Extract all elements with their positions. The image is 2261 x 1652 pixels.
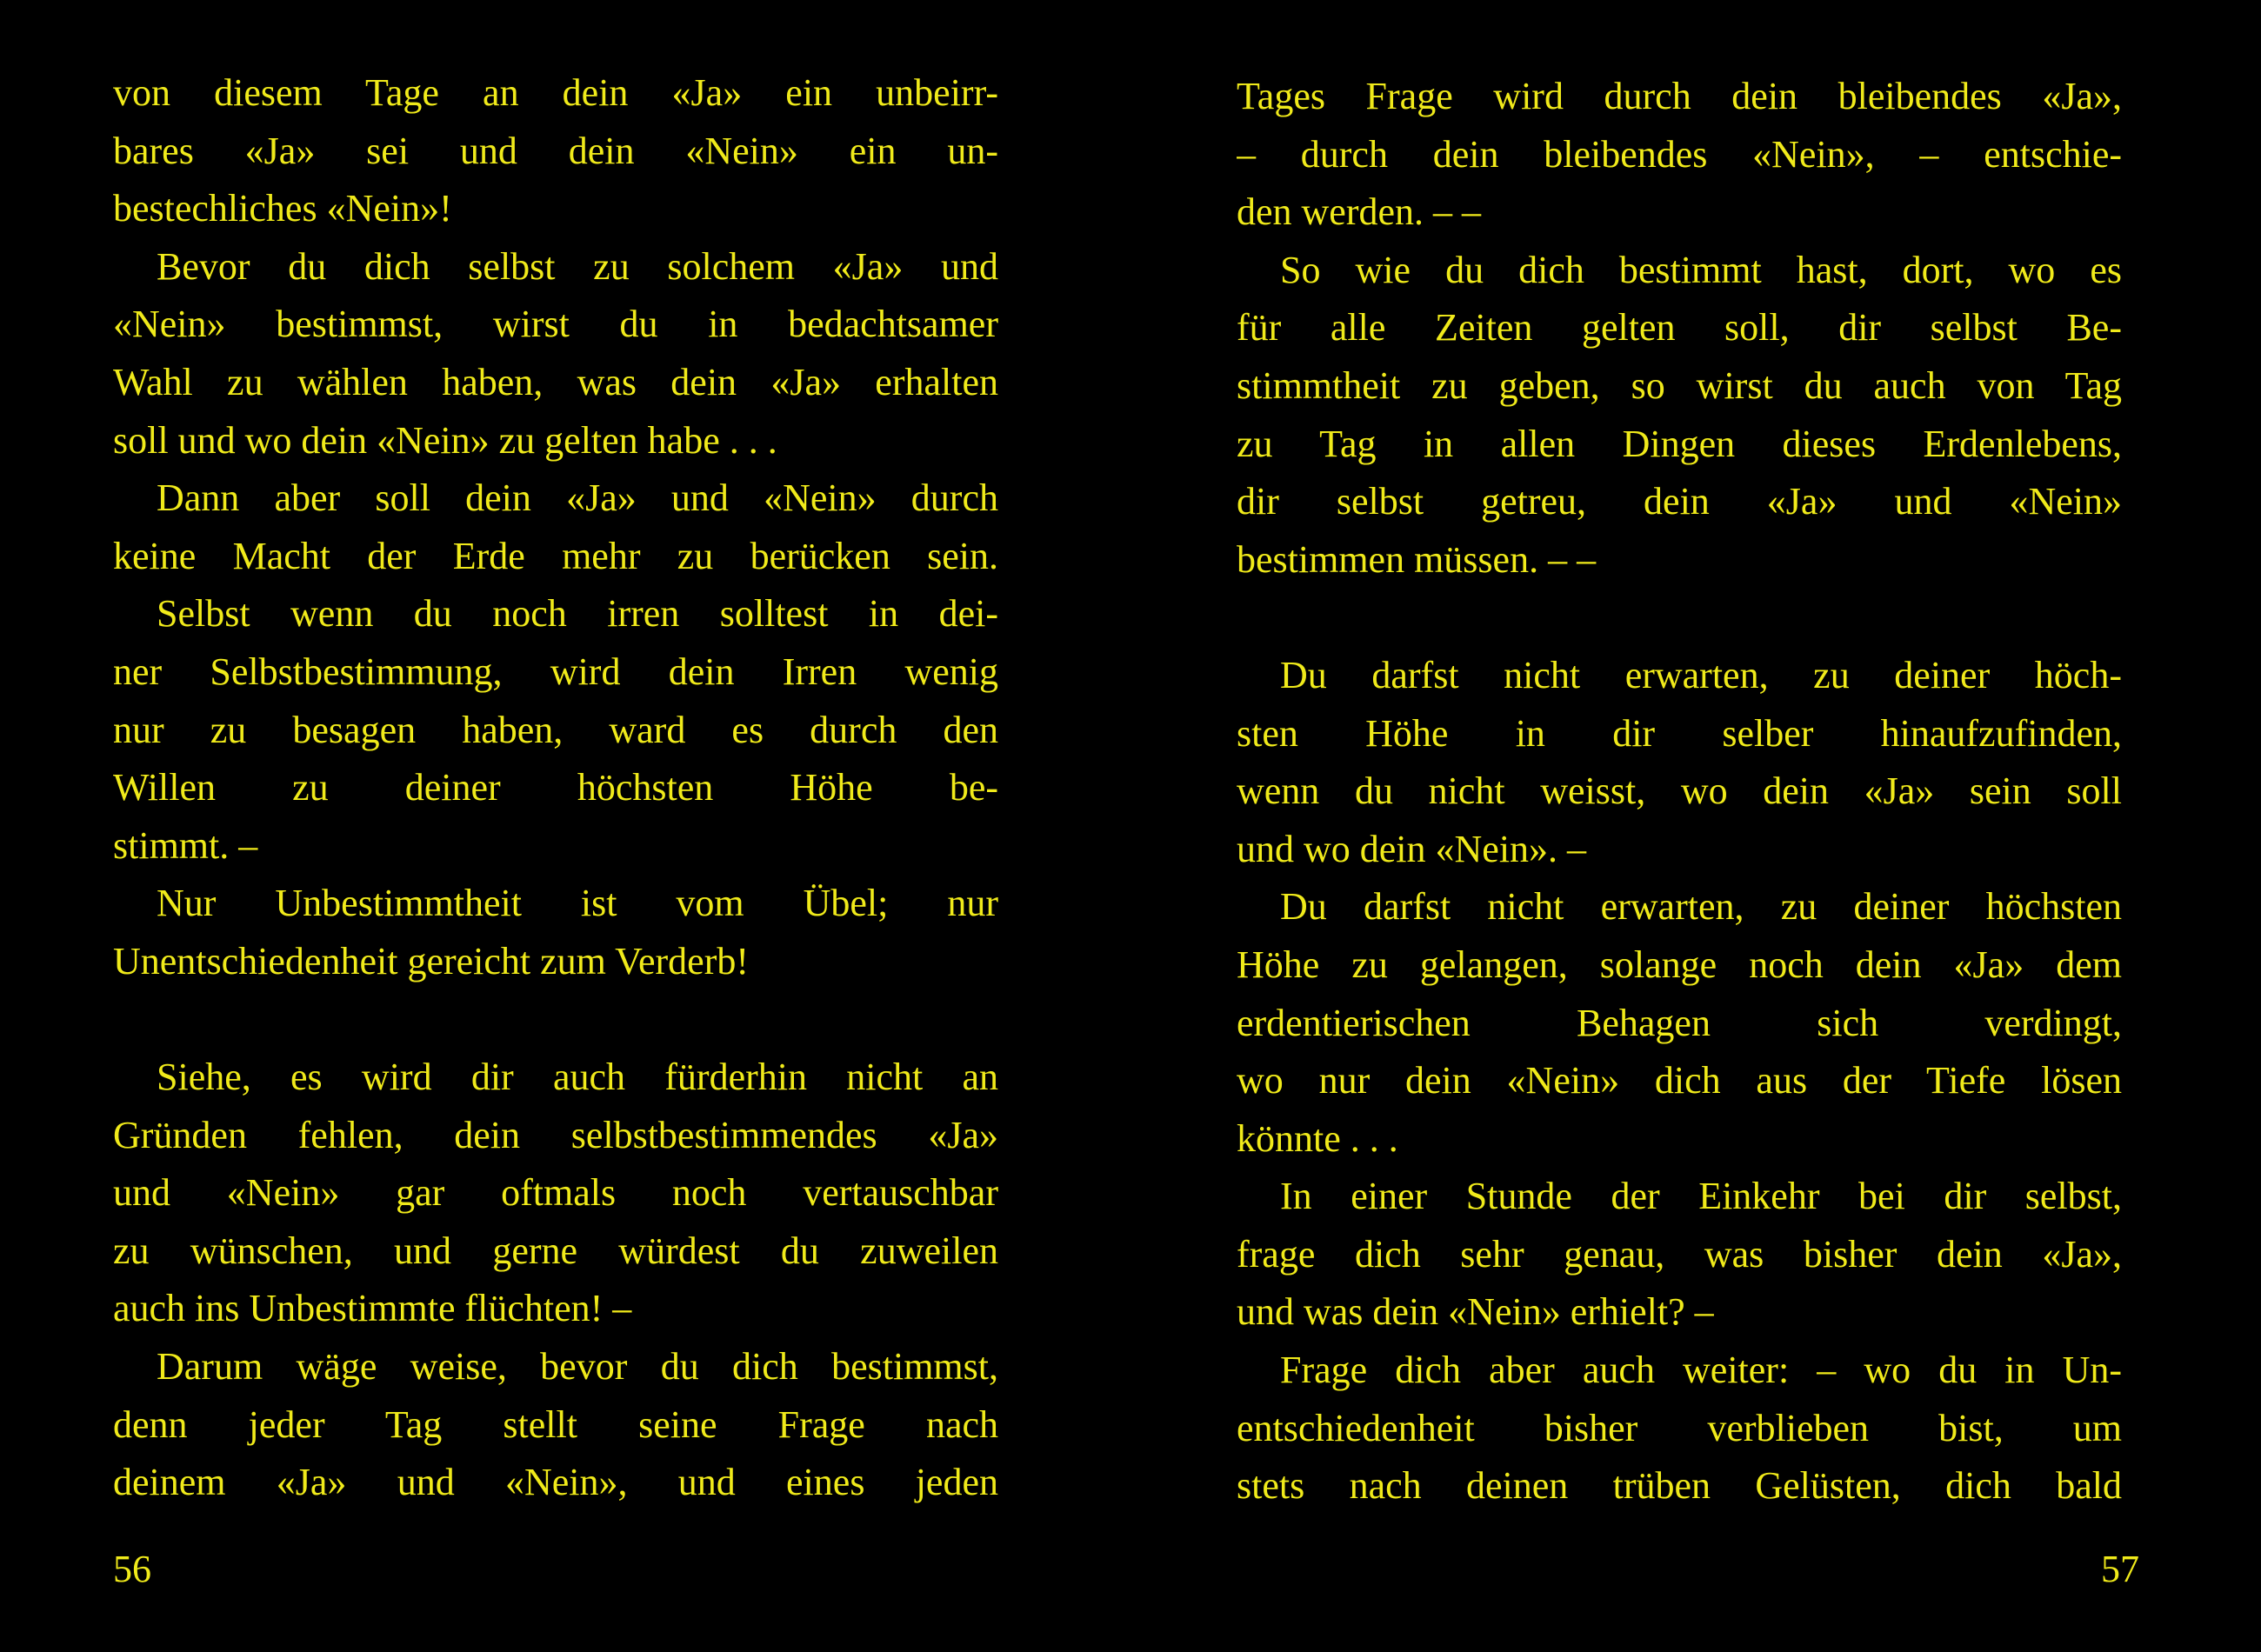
text-line: bestechliches «Nein»! [113, 187, 452, 230]
text-line: soll und wo dein «Nein» zu gelten habe . . . [113, 418, 777, 462]
text-line: Selbst wenn du noch irren solltest in dei- [157, 592, 998, 636]
text-line: Du darfst nicht erwarten, zu deiner höch- [1280, 653, 2122, 696]
text-line: Nur Unbestimmtheit ist vom Übel; nur [157, 882, 998, 925]
text-line: wenn du nicht weisst, wo dein «Ja» sein soll [1237, 769, 2122, 813]
text-line: und «Nein» gar oftmals noch vertauschbar [113, 1171, 998, 1215]
text-line: Gründen fehlen, dein selbstbestimmendes «Ja» [113, 1113, 998, 1156]
text-line: den werden. – – [1237, 190, 1482, 234]
text-line: ner Selbstbestimmung, wird dein Irren wenig [113, 649, 998, 693]
text-line: für alle Zeiten gelten soll, dir selbst Be- [1237, 306, 2122, 350]
text-line: Wahl zu wählen haben, was dein «Ja» erhalten [113, 360, 998, 403]
text-line: dir selbst getreu, dein «Ja» und «Nein» [1237, 480, 2122, 523]
text-line: Unentschiedenheit gereicht zum Verderb! [113, 939, 750, 983]
text-line: Tages Frage wird durch dein bleibendes «Ja», [1237, 75, 2122, 117]
text-line: erdentierischen Behagen sich verdingt, [1237, 1001, 2122, 1044]
text-line: frage dich sehr genau, was bisher dein «Ja», [1237, 1232, 2122, 1276]
text-line: denn jeder Tag stellt seine Frage nach [113, 1402, 998, 1446]
paragraph-gap [113, 991, 998, 1049]
text-line: sten Höhe in dir selber hinaufzufinden, [1237, 711, 2122, 755]
text-line: zu wünschen, und gerne würdest du zuweilen [113, 1229, 998, 1272]
text-line: und was dein «Nein» erhielt? – [1237, 1290, 1714, 1334]
right-page-text [1237, 68, 2122, 1515]
text-line: Höhe zu gelangen, solange noch dein «Ja» dem [1237, 943, 2122, 986]
text-line: nur zu besagen haben, ward es durch den [113, 708, 998, 751]
right-page [1130, 0, 2261, 1652]
text-line: deinem «Ja» und «Nein», und eines jeden [113, 1461, 998, 1504]
text-line: könnte . . . [1237, 1116, 1398, 1160]
text-line: auch ins Unbestimmte flüchten! – [113, 1287, 632, 1330]
text-line: stets nach deinen trüben Gelüsten, dich bald [1237, 1464, 2122, 1508]
text-line: stimmt. – [113, 823, 258, 867]
text-line: Darum wäge weise, bevor du dich bestimmst, [157, 1345, 998, 1389]
text-line: stimmtheit zu geben, so wirst du auch von Tag [1237, 363, 2122, 407]
page-number: 56 [113, 1548, 151, 1590]
text-line: zu Tag in allen Dingen dieses Erdenlebens, [1237, 422, 2122, 465]
text-line: Frage dich aber auch weiter: – wo du in Un- [1280, 1349, 2122, 1392]
text-line: Du darfst nicht erwarten, zu deiner höchsten [1280, 885, 2122, 929]
text-line: Siehe, es wird dir auch fürderhin nicht an [157, 1056, 998, 1099]
text-line: keine Macht der Erde mehr zu berücken sein. [113, 534, 998, 577]
text-line: Bevor du dich selbst zu solchem «Ja» und [157, 244, 998, 288]
left-page [0, 0, 1130, 1652]
text-line: von diesem Tage an dein «Ja» ein unbeirr- [113, 71, 998, 114]
text-line: Dann aber soll dein «Ja» und «Nein» durch [157, 476, 998, 520]
text-line: Willen zu deiner höchsten Höhe be- [113, 766, 998, 809]
text-line: bestimmen müssen. – – [1237, 537, 1597, 581]
text-line: wo nur dein «Nein» dich aus der Tiefe lösen [1237, 1059, 2122, 1102]
text-line: «Nein» bestimmst, wirst du in bedachtsamer [113, 303, 998, 346]
text-line: – durch dein bleibendes «Nein», – entschie- [1237, 132, 2122, 176]
text-line: und wo dein «Nein». – [1237, 827, 1587, 870]
text-line: entschiedenheit bisher verblieben bist, um [1237, 1406, 2122, 1449]
text-line: In einer Stunde der Einkehr bei dir selbst, [1280, 1175, 2122, 1218]
page-number: 57 [2101, 1548, 2139, 1590]
left-page-text [113, 64, 998, 1512]
paragraph-gap [1237, 589, 2122, 647]
text-line: bares «Ja» sei und dein «Nein» ein un- [113, 129, 998, 172]
text-line: So wie du dich bestimmt hast, dort, wo es [1280, 248, 2122, 291]
